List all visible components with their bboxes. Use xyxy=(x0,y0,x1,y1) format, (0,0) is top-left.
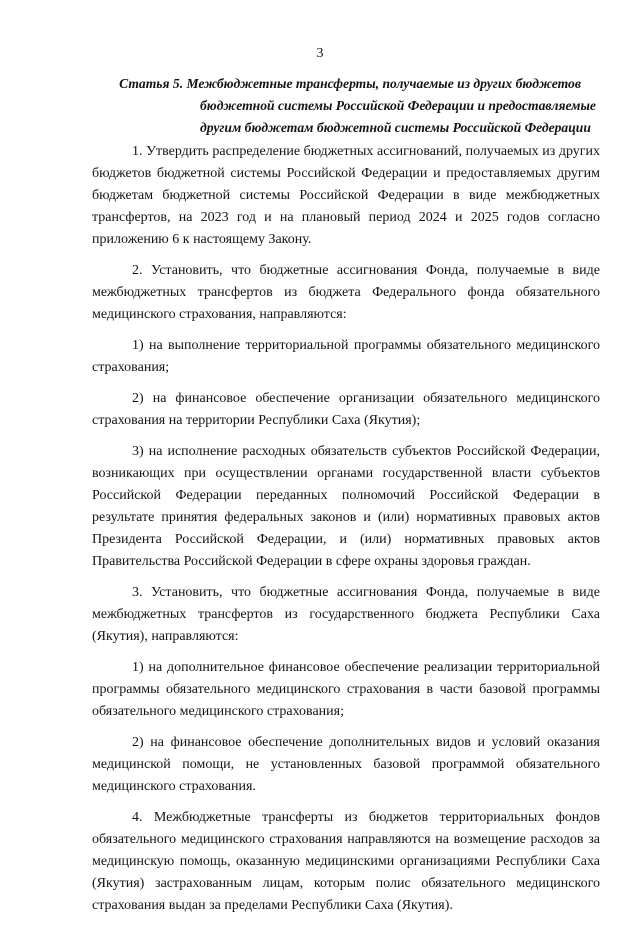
article-title-line-2: бюджетной системы Российской Федерации и предоставляемые xyxy=(200,98,596,113)
page-number: 3 xyxy=(316,46,324,61)
article-body xyxy=(92,141,600,926)
paragraph-2-item-1: 1) на выполнение территориальной программы обязательного медицинского страхования; xyxy=(92,338,600,375)
paragraph-2-item-3: 3) на исполнение расходных обязательств субъектов Российской Федерации, возникающих при осуществлении органами государственной власти субъектов Российской Федерации переданных полномочий Российской Федерации в результате принятия федеральных законов и (или) нормативных правовых актов Президента Российской Федерации, и (или) нормативных правовых актов Правительства Российской Федерации в сфере охраны здоровья граждан. xyxy=(92,444,600,569)
paragraph-4: 4. Межбюджетные трансферты из бюджетов территориальных фондов обязательного медицинского страхования направляются на возмещение расходов за медицинскую помощь, оказанную медицинскими организациями Республики Саха (Якутия) застрахованным лицам, которым полис обязательного медицинского страхования выдан за пределами Республики Саха (Якутия). xyxy=(92,810,600,913)
paragraph-2-item-2: 2) на финансовое обеспечение организации обязательного медицинского страхования на территории Республики Саха (Якутия); xyxy=(92,391,600,428)
paragraph-2: 2. Установить, что бюджетные ассигнования Фонда, получаемые в виде межбюджетных трансфертов из бюджета Федерального фонда обязательного медицинского страхования, направляются: xyxy=(92,263,600,322)
article-title-line-3: другим бюджетам бюджетной системы Российской Федерации xyxy=(200,120,591,135)
article-title-line-1: Статья 5. Межбюджетные трансферты, получаемые из других бюджетов xyxy=(119,76,581,91)
paragraph-3-item-2: 2) на финансовое обеспечение дополнительных видов и условий оказания медицинской помощи, не установленных базовой программой обязательного медицинского страхования. xyxy=(92,735,600,794)
paragraph-3: 3. Установить, что бюджетные ассигнования Фонда, получаемые в виде межбюджетных трансфертов из государственного бюджета Республики Саха (Якутия), направляются: xyxy=(92,585,600,644)
paragraph-3-item-1: 1) на дополнительное финансовое обеспечение реализации территориальной программы обязательного медицинского страхования в части базовой программы обязательного медицинского страхования; xyxy=(92,660,600,719)
paragraph-1: 1. Утвердить распределение бюджетных ассигнований, получаемых из других бюджетов бюджетной системы Российской Федерации и предоставляемых другим бюджетам бюджетной системы Российской Федерации в виде межбюджетных трансфертов, на 2023 год и на плановый период 2024 и 2025 годов согласно приложению 6 к настоящему Закону. xyxy=(92,144,600,247)
